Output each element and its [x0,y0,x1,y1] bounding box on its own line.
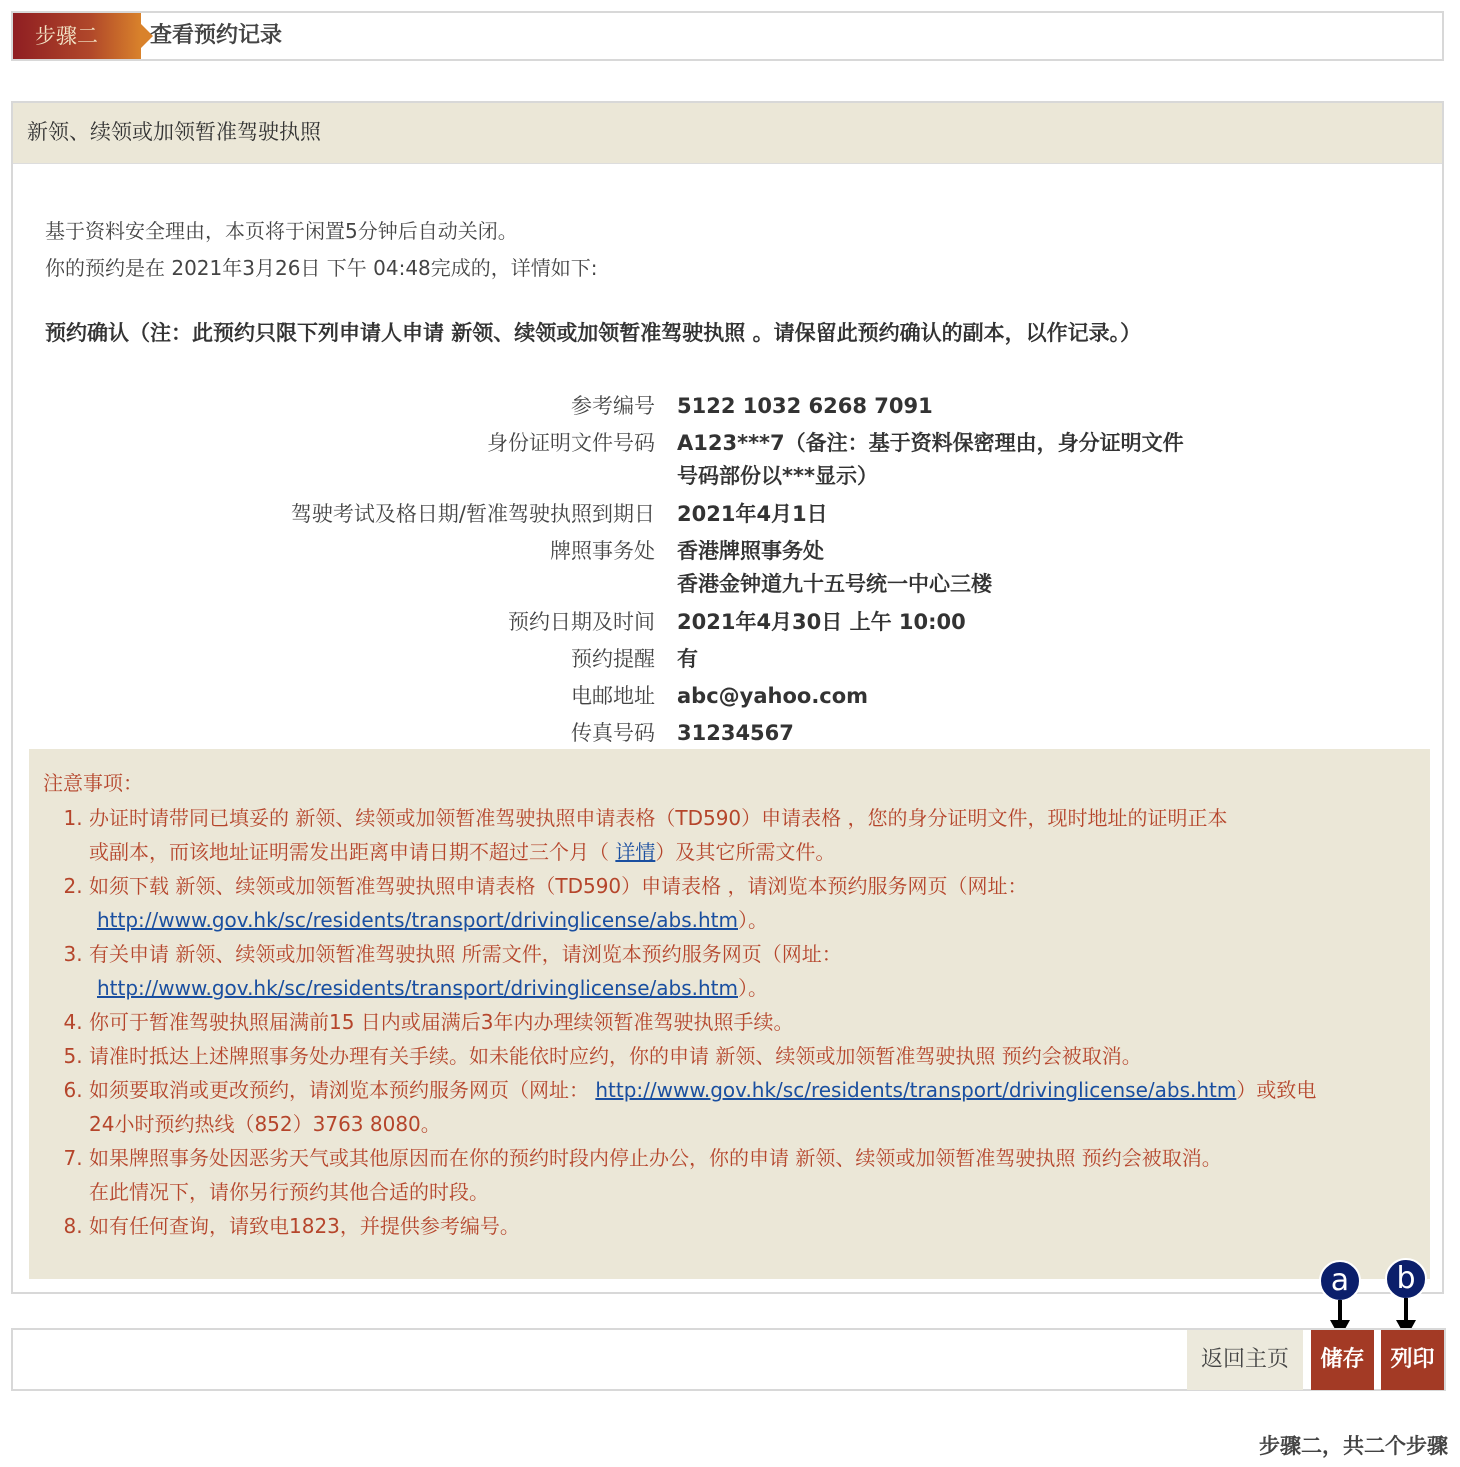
detail-value: 有 [677,647,698,671]
detail-label: 牌照事务处 [550,539,655,563]
detail-row-reminder [13,641,1413,678]
note-item: 4. 你可于暂准驾驶执照届满前15 日内或届满后3年内办理续领暂准驾驶执照手续。 [89,1005,1416,1039]
abs-link[interactable]: http://www.gov.hk/sc/residents/transport/drivinglicense/abs.htm [97,976,738,1000]
detail-value: 2021年4月30日 上午 10:00 [677,610,966,634]
arrow-a [1338,1300,1342,1322]
detail-label: 驾驶考试及格日期/暂准驾驶执照到期日 [290,502,655,526]
note-item: 6. 如须要取消或更改预约，请浏览本预约服务网页（网址： http://www.gov.hk/sc/residents/transport/drivinglicense/abs.htm）或致电 24小时预约热线（852）3763 8080。 [89,1073,1416,1141]
abs-link[interactable]: http://www.gov.hk/sc/residents/transport/drivinglicense/abs.htm [97,908,738,932]
detail-value: 5122 1032 6268 7091 [677,394,933,418]
panel-title: 新领、续领或加领暂准驾驶执照 [13,103,1442,164]
detail-value: abc@yahoo.com [677,684,869,708]
notes-list [43,801,1416,1243]
step-header [11,11,1444,61]
booking-details [13,388,1413,752]
intro-text [45,213,598,287]
marker-a: a [1319,1260,1361,1302]
note-item: 7. 如果牌照事务处因恶劣天气或其他原因而在你的预约时段内停止办公，你的申请 新领、续领或加领暂准驾驶执照 预约会被取消。 在此情况下，请你另行预约其他合适的时段。 [89,1141,1416,1209]
note-item: 3. 有关申请 新领、续领或加领暂准驾驶执照 所需文件，请浏览本预约服务网页（网址： http://www.gov.hk/sc/residents/transport/drivinglicense/abs.htm）。 [89,937,1416,1005]
detail-value: 香港牌照事务处 [677,539,824,563]
home-button[interactable]: 返回主页 [1187,1330,1303,1390]
detail-row-office [13,533,1413,604]
print-button[interactable]: 列印 [1381,1330,1444,1390]
confirmation-heading: 预约确认（注：此预约只限下列申请人申请 新领、续领或加领暂准驾驶执照 。请保留此预约确认的副本，以作记录。） [45,321,1142,345]
details-link[interactable]: 详情 [615,840,656,864]
note-item: 2. 如须下载 新领、续领或加领暂准驾驶执照申请表格（TD590）申请表格 ，请浏览本预约服务网页（网址： http://www.gov.hk/sc/residents/transport/drivinglicense/abs.htm）。 [89,869,1416,937]
notes-box [29,749,1430,1279]
security-notice: 基于资料安全理由，本页将于闲置5分钟后自动关闭。 [45,219,518,243]
detail-label: 传真号码 [571,721,655,745]
detail-row-appointment [13,604,1413,641]
detail-label: 预约日期及时间 [508,610,655,634]
detail-value-line2: 号码部份以***显示） [677,464,878,488]
completion-notice: 你的预约是在 2021年3月26日 下午 04:48完成的，详情如下: [45,256,598,280]
detail-label: 身份证明文件号码 [487,431,655,455]
save-button[interactable]: 储存 [1311,1330,1374,1390]
marker-b: b [1385,1258,1427,1300]
note-item: 1. 办证时请带同已填妥的 新领、续领或加领暂准驾驶执照申请表格（TD590）申请表格 ，您的身分证明文件，现时地址的证明正本 或副本，而该地址证明需发出距离申请日期不超过三个月（ 详情）及其它所需文件。 [89,801,1416,869]
detail-label: 参考编号 [571,394,655,418]
detail-value: 2021年4月1日 [677,502,828,526]
step-badge: 步骤二 [13,13,141,59]
note-item: 8. 如有任何查询，请致电1823，并提供参考编号。 [89,1209,1416,1243]
detail-value: 31234567 [677,721,794,745]
notes-title: 注意事项： [43,771,143,795]
booking-record-panel [11,101,1444,1294]
abs-link[interactable]: http://www.gov.hk/sc/residents/transport/drivinglicense/abs.htm [595,1078,1237,1102]
detail-row-fax [13,715,1413,752]
detail-row-email [13,678,1413,715]
detail-label: 电邮地址 [571,684,655,708]
detail-row-date [13,496,1413,533]
detail-row-reference [13,388,1413,425]
detail-value-line2: 香港金钟道九十五号统一中心三楼 [677,572,992,596]
detail-row-id [13,425,1413,496]
step-title: 查看预约记录 [150,23,283,48]
note-item: 5. 请准时抵达上述牌照事务处办理有关手续。如未能依时应约，你的申请 新领、续领或加领暂准驾驶执照 预约会被取消。 [89,1039,1416,1073]
arrow-b [1404,1298,1408,1322]
detail-value: A123***7（备注：基于资料保密理由，身分证明文件 [677,431,1184,455]
detail-label: 预约提醒 [571,647,655,671]
step-progress: 步骤二，共二个步骤 [1259,1434,1448,1458]
